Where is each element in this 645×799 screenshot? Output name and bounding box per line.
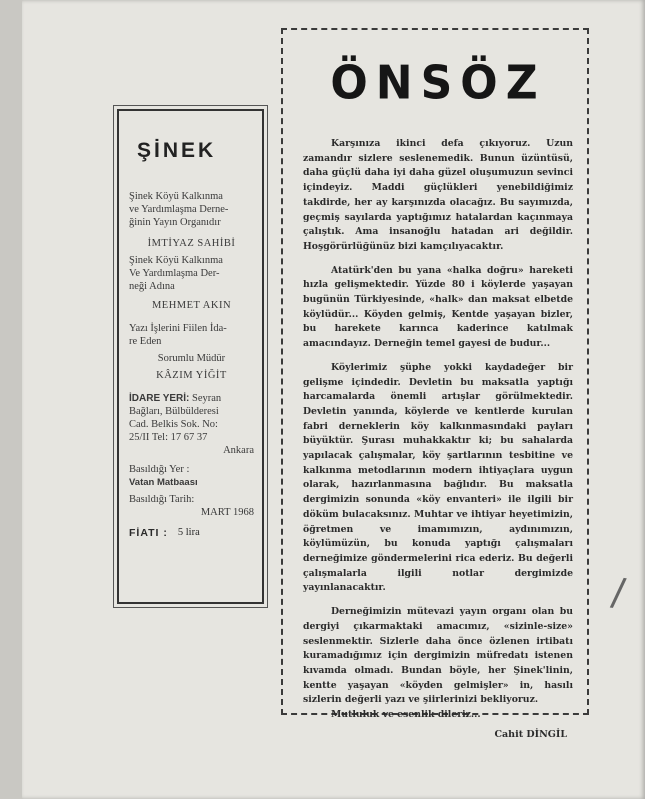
editor-line: re Eden — [129, 336, 162, 347]
owner-name: MEHMET AKIN — [151, 300, 232, 311]
manager-label: Sorumlu Müdür — [157, 353, 226, 364]
org-line: ve Yardımlaşma Derne- — [129, 204, 229, 215]
preface-heading: ÖNSÖZ — [330, 56, 546, 111]
owner-line: Ve Yardımlaşma Der- — [129, 268, 220, 279]
address-line: Ankara — [223, 445, 254, 456]
masthead-inner — [117, 109, 264, 604]
org-line: ğinin Yayın Organıdır — [129, 217, 221, 228]
preface-box — [281, 28, 589, 740]
address-line — [129, 392, 254, 405]
printer-label: Basıldığı Yer : — [129, 464, 190, 475]
address-line: Cad. Belkis Sok. No: — [129, 419, 218, 430]
org-line: Şinek Köyü Kalkınma — [129, 191, 223, 202]
owner-label: İMTİYAZ SAHİBİ — [147, 238, 236, 249]
address-label: İDARE YERİ: — [129, 393, 190, 404]
printer-name: Vatan Matbaası — [129, 477, 198, 488]
owner-line: neği Adına — [129, 281, 175, 292]
preface-paragraph: Karşınıza ikinci defa çıkıyoruz. Uzun zamandır sizlere seslenemedik. Bunun üzüntüsü, daha güçlü daha iyi daha güzel oluşumuzun sevinci içindeyiz. Maddi güçlükleri yenebildiğimiz takdirde, her ay karşınızda olacağız. Bu sayımızda, geçmiş sayılarda yaptığımız hatalardan kaçınmaya çalıştık. Ama insanoğlu hatadan ari değildir. Hoşgörürlüğünüz bizi kamçılıyacaktır. — [303, 138, 573, 252]
magazine-title: ŞİNEK — [137, 139, 217, 162]
signature: Cahit DİNGİL — [494, 728, 567, 740]
address-line: Bağları, Bülbülderesi — [129, 406, 219, 417]
address-line: 25/II Tel: 17 67 37 — [129, 432, 208, 443]
date-value: MART 1968 — [200, 507, 254, 518]
price-label: FİATI : — [129, 527, 168, 539]
pencil-mark: / — [609, 569, 628, 615]
closing-line: Mutluluk ve esenlik dileriz... — [331, 709, 481, 721]
preface-paragraph: Atatürk'den bu yana «halka doğru» hareketi hızla gelişmektedir. Yüzde 80 i köylerde yaşayan bugünün Türkiyesinde, «halk» dan maksat elbetde köylüdür... Köyden gelmiş, Kentde yaşayan bizler, bu harekete karınca kaderince katılmak amacındayız. Derneğin temel gayesi de budur... — [303, 264, 573, 350]
price-line — [129, 527, 254, 539]
masthead-box — [113, 105, 268, 608]
preface-paragraph: Derneğimizin mütevazi yayın organı olan bu dergiyi çıkarmaktaki amacımız, «sizinle-size» seslenmektir. Sizlerle daha önce özlenen irtibatı kuramadığımız için dergimizin müfredatı istenen kıvamda olmadı. Bundan böyle, her Şinek'linin, kentte yaşayan «köyden gelmişler» in, hasılı sizlerin değerli yazı ve şiirlerinizi bekliyoruz. — [303, 606, 573, 706]
owner-line: Şinek Köyü Kalkınma — [129, 255, 223, 266]
address-part: Seyran — [192, 393, 222, 404]
preface-paragraph: Köylerimiz şüphe yokki kaydadeğer bir gelişme içindedir. Devletin bu maksatla yaptığı harcamalarda önemli artışlar görülmektedir. Devletin yanında, köylerde ve kentlerde kurulan fabri derneklerin köy kalkınmasındaki payları büyüktür. Şurası muhakkaktır ki; bu sahalarda yapılacak çalışmalar, köy şartlarının tesbitine ve kalkınma metodlarının modern ihtiyaçlara uygun olarak, hazırlanmasına bağlıdır. Bu maksatla dergimizin sonunda «köy envanteri» ile ilgili bir döküm bulacaksınız. Muhtar ve ihtiyar heyetimizin, öğretmen ve imamımızın, aydınımızın, köylümüzün, bu konuda yaptığı çalışmaları derneğimize göndermelerini rica ederiz. Bu değerli çalışmalarla ilgili notlar dergimizde yayınlanacaktır. — [303, 361, 573, 594]
editor-line: Yazı İşlerini Fiilen İda- — [129, 323, 227, 334]
price-value: 5 lira — [177, 527, 200, 538]
date-label: Basıldığı Tarih: — [129, 494, 195, 505]
manager-name: KÂZIM YİĞİT — [156, 370, 227, 381]
